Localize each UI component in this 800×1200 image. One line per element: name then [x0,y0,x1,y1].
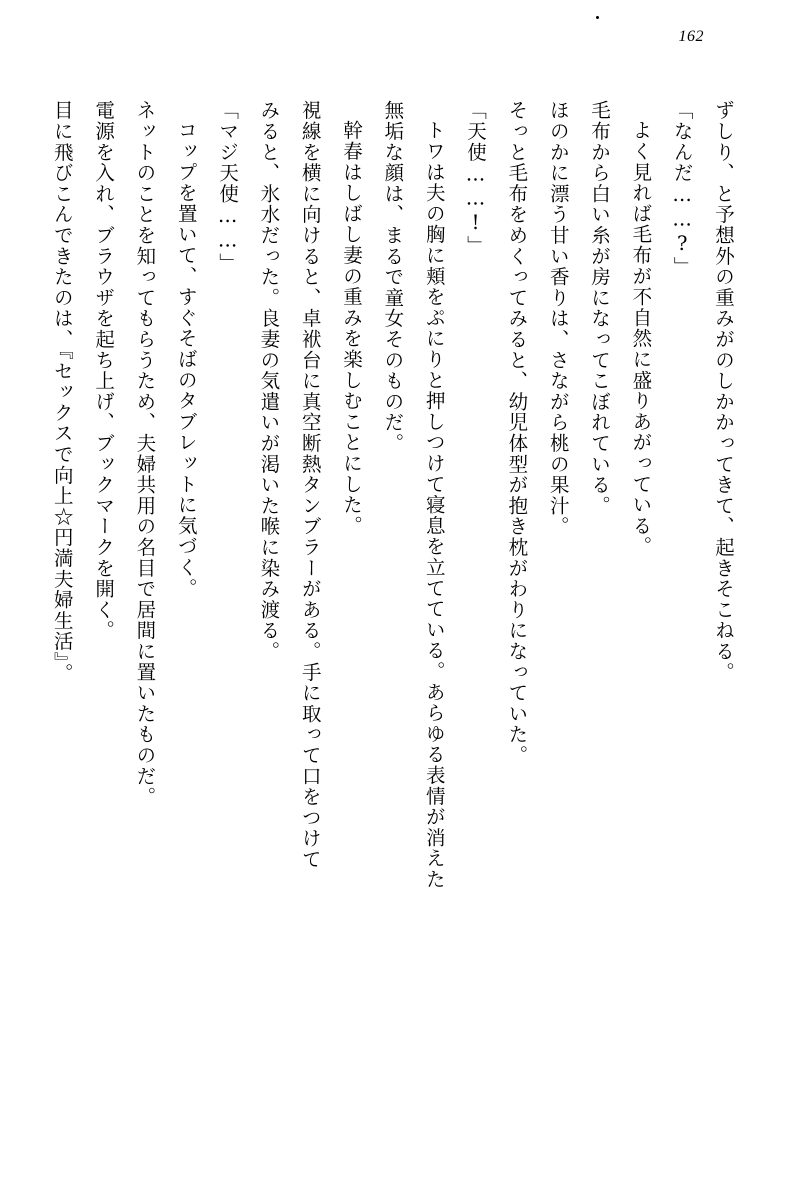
body-paragraph: 視線を横に向けると、卓袱台に真空断熱タンブラーがある。手に取って口をつけて [298,100,322,870]
page-number: 162 [678,28,704,45]
body-paragraph: ネットのことを知ってもらうため、夫婦共用の名目で居間に置いたものだ。 [133,100,157,808]
page-body-text [50,100,744,1090]
body-paragraph: 電源を入れ、ブラウザを起ち上げ、ブックマークを開く。 [92,100,116,641]
body-paragraph: コップを置いて、すぐそばのタブレットに気づく。 [174,119,198,598]
body-paragraph: みると、氷水だった。良妻の気遣いが渇いた喉に染み渡る。 [257,100,281,662]
body-paragraph: トワは夫の胸に頬をぷにりと押しつけて寝息を立てている。あらゆる表情が消えた [422,119,446,890]
decorative-dot [596,16,599,19]
body-paragraph: 「なんだ……?」 [670,100,694,277]
body-paragraph: そっと毛布をめくってみると、幼児体型が抱き枕がわりになっていた。 [505,100,529,766]
body-paragraph: 「マジ天使……」 [216,100,240,274]
body-paragraph: 毛布から白い糸が房になってこぼれている。 [588,100,612,516]
body-paragraph: 目に飛びこんできたのは、『セックスで向上☆円満夫婦生活』。 [50,100,74,684]
body-paragraph: ほのかに漂う甘い香りは、さながら桃の果汁。 [546,100,570,537]
body-paragraph: 無垢な顔は、まるで童女そのものだ。 [381,100,405,454]
body-paragraph: 「天使……!」 [464,100,488,257]
body-paragraph: ずしり、と予想外の重みがのしかかってきて、起きそこねる。 [712,100,735,683]
body-paragraph: よく見れば毛布が不自然に盛りあがっている。 [629,119,653,557]
body-paragraph: 幹春はしばし妻の重みを楽しむことにした。 [340,119,364,536]
